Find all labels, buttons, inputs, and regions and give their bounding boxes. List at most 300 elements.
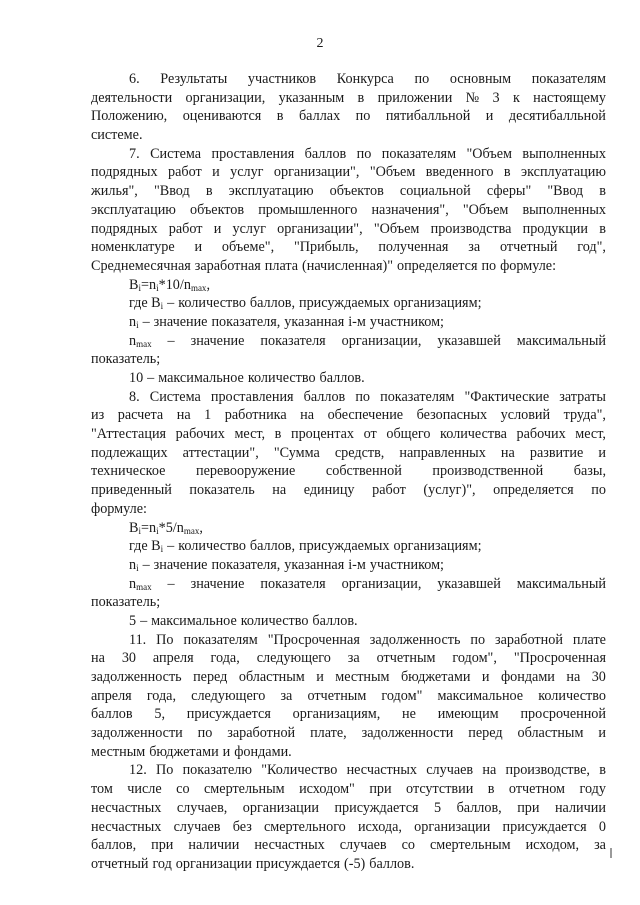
word: 10 [129,370,144,386]
word: в [503,164,511,181]
word: по [414,71,430,87]
text-line [91,257,606,276]
term [129,332,152,351]
term-symbol: n [129,332,137,349]
word: организации, [185,89,266,106]
text-line [91,332,606,351]
word: – [140,612,148,629]
word: наличии [188,837,240,854]
word: отчетным [376,650,436,667]
word: годом" [381,687,423,704]
word: организации [242,799,319,816]
word: случаев [426,762,474,779]
term-symbol: n [129,575,137,592]
word: проставления [210,388,294,405]
word: деятельности [91,89,173,106]
word: услуг [230,164,264,181]
word: подрядных [91,220,158,237]
text-line [91,855,606,874]
word: областным [517,725,584,742]
word: эксплуатацию [91,201,176,218]
word: показатель [189,482,255,499]
word: Система [150,145,202,162]
text-line [91,631,606,650]
word: формуле: [500,257,557,274]
word: к [512,89,520,106]
word: 1 [204,407,212,424]
word: "Объем [369,164,416,181]
word: значение [153,556,208,573]
word: № [465,89,480,106]
word: перевооружение [196,463,296,480]
paragraph-p12 [91,761,606,873]
word: в [599,220,606,237]
word: 3 [492,89,500,106]
paragraph-p7 [91,145,606,276]
word: просроченной [520,706,606,723]
word: случаев, [176,799,228,816]
word: заработной [495,631,563,648]
formula-text: =n [140,519,157,536]
word: организации", [273,164,360,181]
formula [129,519,203,538]
word: продукции [522,220,588,237]
word: условий [500,407,551,424]
text-line [91,705,606,724]
term-symbol: n [129,313,137,330]
paragraph-p7-formula [91,276,606,295]
word: участником; [369,313,444,330]
word: "Объем [373,220,420,237]
term-symbol: где B [129,538,161,555]
paragraph-p11 [91,631,606,762]
word: указанная [284,313,345,330]
word: имеющим [437,706,499,723]
text-line [91,818,606,837]
word: подрядных [91,164,158,181]
word: показателя, [211,313,281,330]
word: – [167,332,175,349]
word: на [566,669,581,685]
text-line [91,537,606,556]
word: и [598,444,606,461]
term-subscript: i [160,301,164,312]
word: значение [190,575,245,592]
word: баллов [91,706,133,723]
word: отчетный [91,855,149,872]
text-line [91,89,606,108]
word: настоящему [533,89,606,106]
formula-subscript: i [138,282,141,293]
word: рабочих [516,426,566,443]
word: – [167,575,175,592]
word: показателям [531,71,606,87]
word: обеспечение [327,407,404,424]
word: i-м [348,556,366,573]
word: следующего [256,650,331,667]
word: и [222,743,231,760]
term-subscript: i [136,319,139,330]
word: указавшей [437,332,501,349]
word: задолженность [91,669,182,685]
paragraph-p6 [91,70,606,145]
word: задолженность [369,631,461,648]
word: количество [178,538,246,555]
word: присуждается [334,799,419,816]
word: том [91,781,113,798]
word: годом", [452,650,497,667]
word: фондами. [234,743,292,760]
word: введенного [425,164,494,181]
word: в [487,781,495,798]
word: баллов. [312,612,358,629]
paragraph-p7-defs [91,294,606,387]
word: бюджетами [400,669,471,685]
word: участником; [369,556,444,573]
word: числе [127,781,162,798]
text-line [91,500,606,519]
formula-subscript: max [190,282,207,293]
word: Конкурса [336,71,394,87]
text-line [91,163,606,182]
text-line [91,724,606,743]
term [129,575,152,594]
text-line [91,182,606,201]
word: присуждаемых [299,295,390,312]
word: эксплуатацию [228,183,314,200]
word: – [142,313,150,330]
word: производства [430,220,512,237]
text-line [91,70,606,89]
word: от [363,426,377,443]
word: при [517,799,540,816]
word: участников [247,71,317,87]
word: 5 [434,799,442,816]
word: областным [238,669,305,685]
word: общего [386,426,431,443]
word: максимальный [516,332,606,349]
word: организации, [341,332,422,349]
word: формуле: [91,500,147,517]
word: показателя, [211,556,281,573]
word: исходом, [525,837,580,854]
word: 7. [129,145,140,162]
word: отчетном [508,781,566,798]
word: на [500,444,515,461]
word: По [155,762,174,779]
word: на [300,407,315,424]
word: максимальный [516,575,606,592]
word: апреля [152,650,194,667]
word: определяется [396,257,478,274]
word: в [599,762,606,779]
word: апреля [91,687,132,704]
formula-text: *10/n [158,276,191,293]
word: и [598,725,606,742]
word: на [91,650,105,667]
word: бюджетами [149,743,219,760]
word: и [194,239,203,256]
word: определяется [493,482,574,499]
formula-subscript: max [183,525,200,536]
word: показателя [260,575,326,592]
word: i-м [348,313,366,330]
word: перед [468,725,503,742]
word: присуждаемых [299,538,390,555]
paragraph-p8-formula [91,519,606,538]
word: организации [175,855,252,872]
word: "Прибыль, [293,239,359,256]
word: показатель; [91,594,161,611]
word: 5, [154,706,165,723]
term-symbol: n [129,556,137,573]
word: оцениваются [182,108,262,125]
text-line [91,593,606,612]
word: 5 [129,612,137,629]
text-line [91,238,606,257]
word: по [355,388,371,405]
word: несчастных [91,799,162,816]
word: выполненных [522,145,606,162]
word: (начисленная)" [302,257,393,274]
text-line [91,201,606,220]
word: года, [146,687,177,704]
formula-text: *5/n [158,519,184,536]
word: единицу [303,482,355,499]
word: смертельным [429,837,511,854]
word: Результаты [160,71,228,87]
text-line [91,462,606,481]
margin-mark [610,848,612,858]
word: "Ввод [547,183,584,200]
word: в [276,108,284,125]
word: плата [264,257,299,274]
text-line [91,481,606,500]
word: услуг [232,220,266,237]
word: полученная [378,239,449,256]
word: техническое [91,463,166,480]
formula-text: , [206,276,210,293]
word: на [176,407,191,424]
word: эксплуатацию [521,164,606,181]
text-line [91,556,606,575]
word: на [482,762,497,779]
word: по [481,257,497,274]
text-line [91,799,606,818]
word: местным [91,743,146,760]
word: основным [449,71,512,87]
word: "Сумма [273,444,320,461]
word: 11. [129,631,147,648]
word: труда", [563,407,606,424]
word: производстве, [505,762,590,779]
word: максимальное [151,612,237,629]
word: промышленного [258,201,358,218]
text-line [91,126,606,145]
word: за [594,837,606,854]
word: приведенный [91,482,172,499]
text-line [91,220,606,239]
word: – [167,295,175,312]
word: расчета [117,407,164,424]
word: по [355,108,371,125]
word: объектов [329,183,384,200]
word: плате, [310,725,347,742]
word: 6. [129,71,140,87]
formula-subscript: i [156,282,159,293]
word: работ [167,164,202,181]
word: (услуг)", [423,482,476,499]
formula [129,276,210,295]
word: за [280,687,293,704]
text-line [91,575,606,594]
word: при [369,781,392,798]
paragraph-p8 [91,388,606,519]
text-line [91,294,606,313]
word: работ [168,220,203,237]
formula-line [91,519,606,538]
word: мест, [575,426,606,443]
term-symbol: где B [129,295,161,312]
word: в [274,426,282,443]
word: базы, [573,463,606,480]
word: и [485,108,494,125]
word: средств, [334,444,385,461]
word: в [599,183,606,200]
word: работника [224,407,287,424]
paragraph-p8-defs [91,537,606,630]
word: максимальное [158,370,244,386]
word: показателю [182,762,252,779]
word: по [591,482,606,499]
word: максимальное [437,687,524,704]
term-subscript: i [136,562,139,573]
word: объектов [189,201,245,218]
word: указавшей [437,575,501,592]
term-subscript: max [136,338,152,349]
word: сферы" [486,183,532,200]
word: баллов [304,145,347,162]
word: "Просроченная [267,631,360,648]
word: "Аттестация [91,426,167,443]
word: задолженности [361,725,454,742]
word: и [213,220,222,237]
text-line [91,780,606,799]
word: и [316,669,324,685]
word: со [401,837,415,854]
term-subscript: max [136,581,152,592]
word: организации, [341,575,422,592]
text-line [91,350,606,369]
word: плате [572,631,606,648]
term [129,556,139,575]
word: фондами [500,669,555,685]
document-body [91,70,606,874]
word: системе. [91,127,143,144]
word: и [212,164,220,181]
word: баллов. [319,370,365,386]
term [129,313,139,332]
word: перед [193,669,228,685]
word: исхода, [357,818,402,835]
word: несчастных [91,818,162,835]
word: не [402,706,416,723]
word: баллов, [249,538,296,555]
word: смертельным [204,781,285,798]
word: отчетный [499,239,558,256]
word: случаев [339,837,387,854]
word: задолженности [91,725,183,742]
word: баллах [298,108,341,125]
word: следующего [191,687,266,704]
word: количество [178,295,246,312]
word: несчастных [254,837,325,854]
formula-text: , [199,519,203,536]
word: и [481,669,490,685]
word: наличии [554,799,606,816]
word: затраты [559,388,606,405]
word: присуждается [186,706,271,723]
text-line [91,369,606,388]
word: пятибалльной [385,108,471,125]
word: присуждается [502,818,587,835]
word: безопасных [416,407,488,424]
word: 0 [598,818,606,835]
word: объеме", [221,239,275,256]
word: "Объем [466,145,512,162]
word: "Ввод [153,183,190,200]
text-line [91,743,606,762]
word: количества [440,426,507,443]
word: за [347,650,360,667]
text-line [91,107,606,126]
word: количество [240,612,309,629]
word: году [579,781,606,798]
word: баллов. [369,855,415,872]
word: "Фактические [464,388,550,405]
word: без [232,818,252,835]
text-line [91,668,606,687]
formula-subscript: i [138,525,141,536]
word: социальной [399,183,471,200]
word: за [468,239,481,256]
word: исходом" [299,781,355,798]
term [129,294,163,313]
word: по [356,145,372,162]
text-line [91,612,606,631]
word: при [151,837,174,854]
word: в [205,183,213,200]
word: 8. [129,388,140,405]
word: аттестации", [182,444,259,461]
word: 30 [591,669,606,685]
word: – [147,370,155,386]
word: год [152,855,172,872]
word: проставления [211,145,295,162]
word: указанная [284,556,345,573]
word: – [167,538,175,555]
word: значение [153,313,208,330]
word: несчастных [346,762,417,779]
word: организациям, [292,706,381,723]
text-line [91,444,606,463]
formula-subscript: i [156,525,159,536]
page-number: 2 [316,36,324,51]
word: баллов, [249,295,296,312]
word: год", [577,239,606,256]
word: отсутствии [406,781,474,798]
word: выполненных [522,201,606,218]
